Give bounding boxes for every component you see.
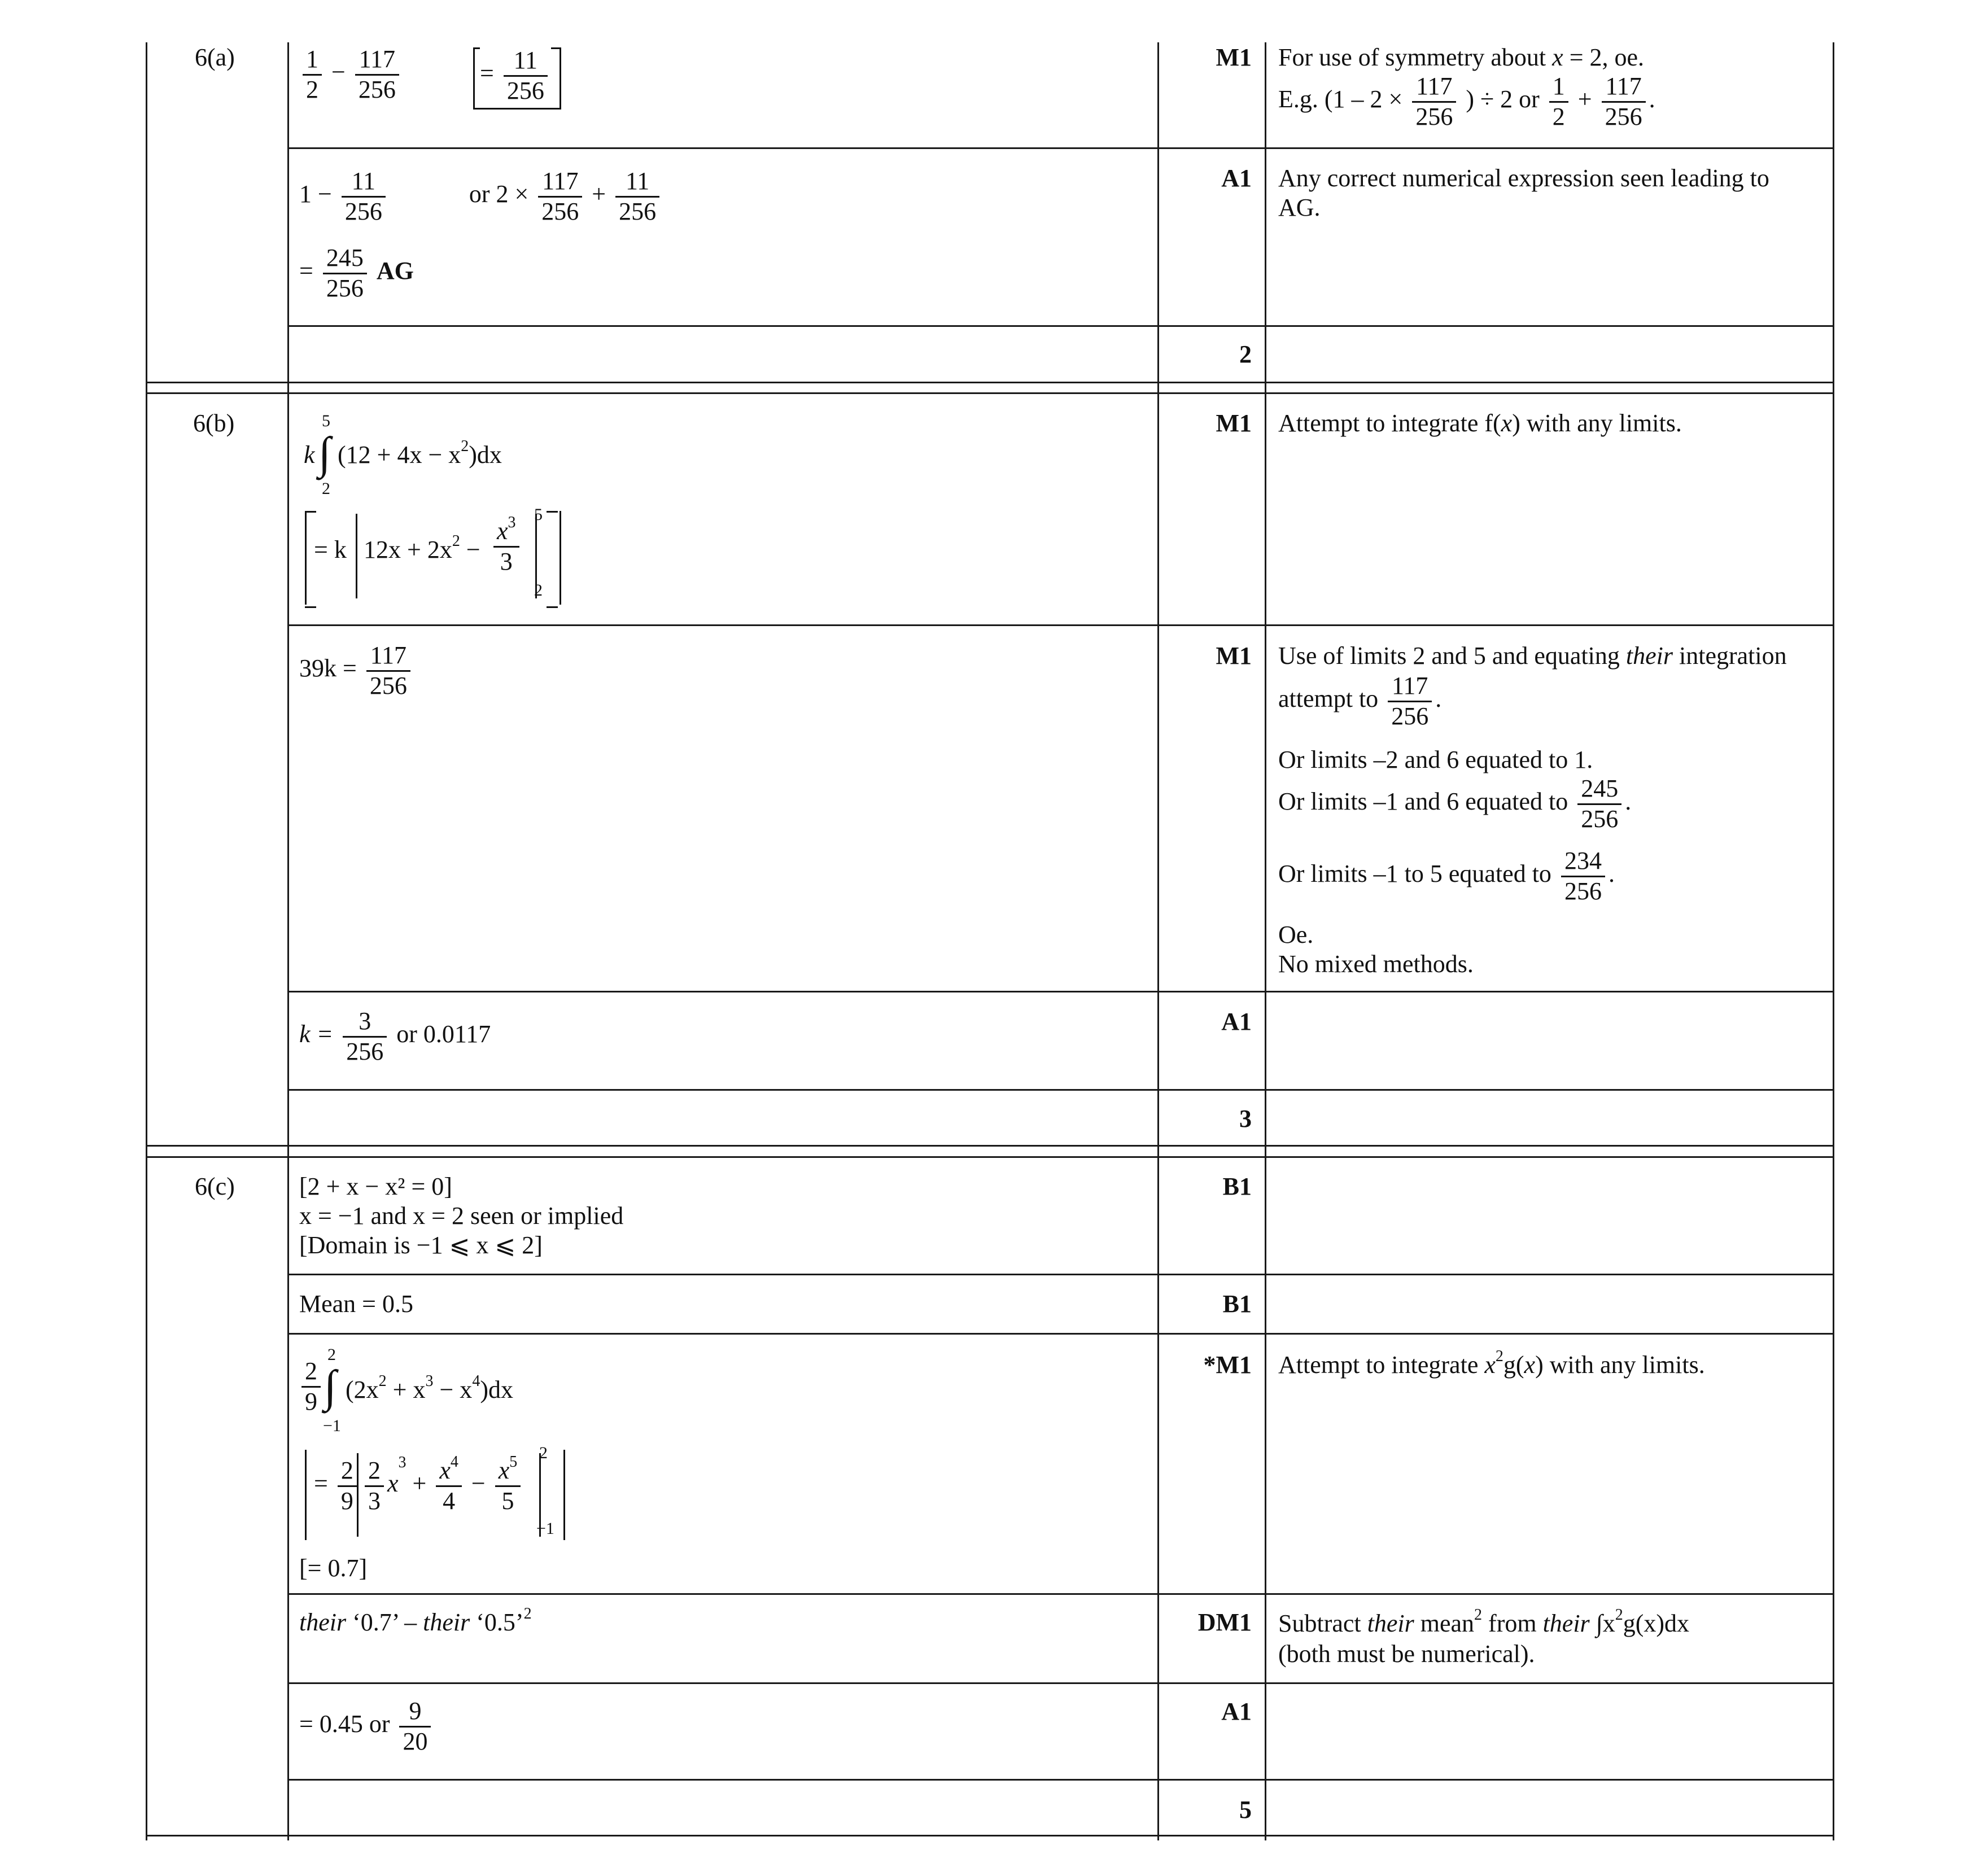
guidance-text: Or limits –1 and 6 equated to $\frac{245}{256}$ .	[1278, 775, 1632, 833]
limit-upper: 2	[539, 1444, 548, 1462]
fraction: $\frac{x^3}{3}$	[490, 517, 523, 576]
border-right	[1833, 42, 1834, 1840]
mark-code: M1	[1216, 642, 1252, 670]
answer-line: [2 + x − x² = 0]	[299, 1173, 452, 1200]
guidance-text: attempt to $\frac{117}{256}$ .	[1278, 672, 1442, 730]
integral-lower-limit: −1	[323, 1416, 341, 1435]
answer-expression: 1 − $\frac{11}{256}$ or 2 × $\frac{117}{256}$ + $\frac{11}{256}$	[299, 167, 663, 226]
row-line	[287, 1779, 1834, 1781]
answer-line: [= 0.7]	[299, 1554, 368, 1582]
row-line	[287, 991, 1834, 992]
guidance-text: Subtract their mean$^2$ from their $\int x^2g(x)dx$	[1278, 1606, 1690, 1637]
guidance-text: Attempt to integrate f(x) with any limits.	[1278, 409, 1682, 437]
integral-coefficient: $\frac{2}{9}$	[298, 1357, 324, 1416]
guidance-text: For use of symmetry about x = 2, oe.	[1278, 43, 1645, 71]
guidance-text: Or limits –1 to 5 equated to $\frac{234}{256}$ .	[1278, 847, 1615, 905]
section-divider	[146, 382, 1834, 383]
guidance-text: Use of limits 2 and 5 and equating their integration	[1278, 642, 1787, 670]
guidance-text: Oe.	[1278, 921, 1314, 948]
guidance-text: Or limits –2 and 6 equated to 1.	[1278, 746, 1593, 773]
answer-expression: k = $\frac{3}{256}$ or 0.0117	[299, 1007, 491, 1065]
fraction: $\frac{11}{256}$	[615, 167, 659, 226]
row-line	[287, 624, 1834, 626]
total-marks: 3	[1239, 1105, 1252, 1132]
answer-line: Mean = 0.5	[299, 1290, 413, 1318]
col-divider-2	[1157, 42, 1159, 1840]
mark-code: A1	[1221, 164, 1252, 192]
row-line	[287, 147, 1834, 149]
fraction: $\frac{117}{256}$	[1602, 72, 1646, 131]
row-line	[287, 1274, 1834, 1275]
row-line	[287, 1333, 1834, 1335]
section-divider	[146, 392, 1834, 394]
border-left	[146, 42, 147, 1840]
limit-lower: −1	[536, 1519, 554, 1538]
limit-upper: 5	[534, 505, 543, 524]
integral-sign: ∫	[324, 1362, 336, 1411]
fraction: $\frac{11}{256}$	[504, 46, 548, 105]
fraction: $\frac{117}{256}$	[1412, 72, 1456, 131]
bracket-expression: $\frac{2}{3}$ $x^3$ + $\frac{x^4}{4}$ − $\frac{x^5}{5}$	[361, 1457, 524, 1515]
answer-line: [Domain is −1 ⩽ x ⩽ 2]	[299, 1231, 543, 1259]
row-line	[287, 1089, 1834, 1091]
section-divider	[146, 1145, 1834, 1147]
mark-code: M1	[1216, 43, 1252, 71]
fraction: $\frac{117}{256}$	[366, 641, 410, 700]
col-divider-1	[287, 42, 289, 1840]
mark-code: M1	[1216, 409, 1252, 437]
limit-lower: 2	[534, 581, 543, 600]
fraction: $\frac{245}{256}$	[1577, 775, 1621, 833]
question-label: 6(a)	[195, 43, 235, 71]
integral-lower-limit: 2	[322, 479, 330, 498]
answer-expression: = $\frac{245}{256}$ AG	[299, 244, 414, 302]
question-label: 6(b)	[193, 409, 235, 437]
bracket-expression: = k	[314, 536, 347, 563]
question-label: 6(c)	[195, 1173, 235, 1200]
answer-expression: = 0.45 or $\frac{9}{20}$	[299, 1697, 434, 1756]
guidance-text: E.g. (1 – 2 × $\frac{117}{256}$ ) ÷ 2 or $\frac{1}{2}$ + $\frac{117}{256}$ .	[1278, 72, 1655, 130]
integral-sign: ∫	[318, 428, 331, 478]
fraction: $\frac{234}{256}$	[1561, 847, 1605, 906]
bracket-expression: = $\frac{2}{9}$	[314, 1457, 360, 1515]
section-divider	[146, 1156, 1834, 1158]
fraction: $\frac{3}{256}$	[343, 1007, 387, 1066]
answer-expression	[299, 45, 403, 104]
fraction: $\frac{11}{256}$	[342, 167, 386, 226]
guidance-text: Attempt to integrate $x^2g(x)$ with any limits.	[1278, 1348, 1705, 1379]
integrand: $(2x^2 + x^3 - x^4)dx$	[346, 1372, 513, 1403]
row-line	[287, 1593, 1834, 1595]
guidance-text: No mixed methods.	[1278, 950, 1474, 978]
row-line	[287, 1682, 1834, 1684]
bracket-expression: $12x + 2x^2$ −	[364, 532, 480, 563]
fraction: $\frac{1}{2}$	[303, 45, 322, 104]
mark-code: B1	[1222, 1290, 1252, 1318]
bracketed-expression: = $\frac{11}{256}$	[480, 46, 551, 105]
answer-line: x = −1 and x = 2 seen or implied	[299, 1202, 624, 1230]
col-divider-3	[1265, 42, 1266, 1840]
fraction: $\frac{245}{256}$	[323, 244, 367, 303]
fraction: $\frac{117}{256}$	[355, 45, 399, 104]
row-line	[287, 325, 1834, 327]
fraction: $\frac{117}{256}$	[538, 167, 582, 226]
guidance-text: (both must be numerical).	[1278, 1640, 1535, 1668]
mark-code: DM1	[1197, 1608, 1252, 1636]
integrand: $(12 + 4x - x^2)dx$	[338, 438, 502, 469]
mark-code: B1	[1222, 1173, 1252, 1200]
mark-code: A1	[1221, 1698, 1252, 1725]
integral-upper-limit: 2	[327, 1345, 336, 1364]
total-marks: 5	[1239, 1796, 1252, 1823]
fraction: $\frac{9}{20}$	[399, 1697, 431, 1756]
fraction: $\frac{117}{256}$	[1388, 672, 1432, 731]
operator: −	[331, 58, 346, 86]
mark-code: *M1	[1203, 1351, 1252, 1379]
answer-expression: 39k = $\frac{117}{256}$	[299, 641, 414, 700]
guidance-text: AG.	[1278, 194, 1321, 221]
integral-coefficient: k	[304, 441, 315, 469]
guidance-text: Any correct numerical expression seen leading to	[1278, 164, 1769, 192]
fraction: $\frac{1}{2}$	[1549, 72, 1568, 131]
mark-code: A1	[1221, 1008, 1252, 1035]
answer-line: their ‘0.7’ – their ‘0.5’$^2$	[299, 1605, 532, 1636]
total-marks: 2	[1239, 340, 1252, 368]
integral-upper-limit: 5	[322, 412, 330, 430]
table-bottom	[146, 1835, 1834, 1836]
